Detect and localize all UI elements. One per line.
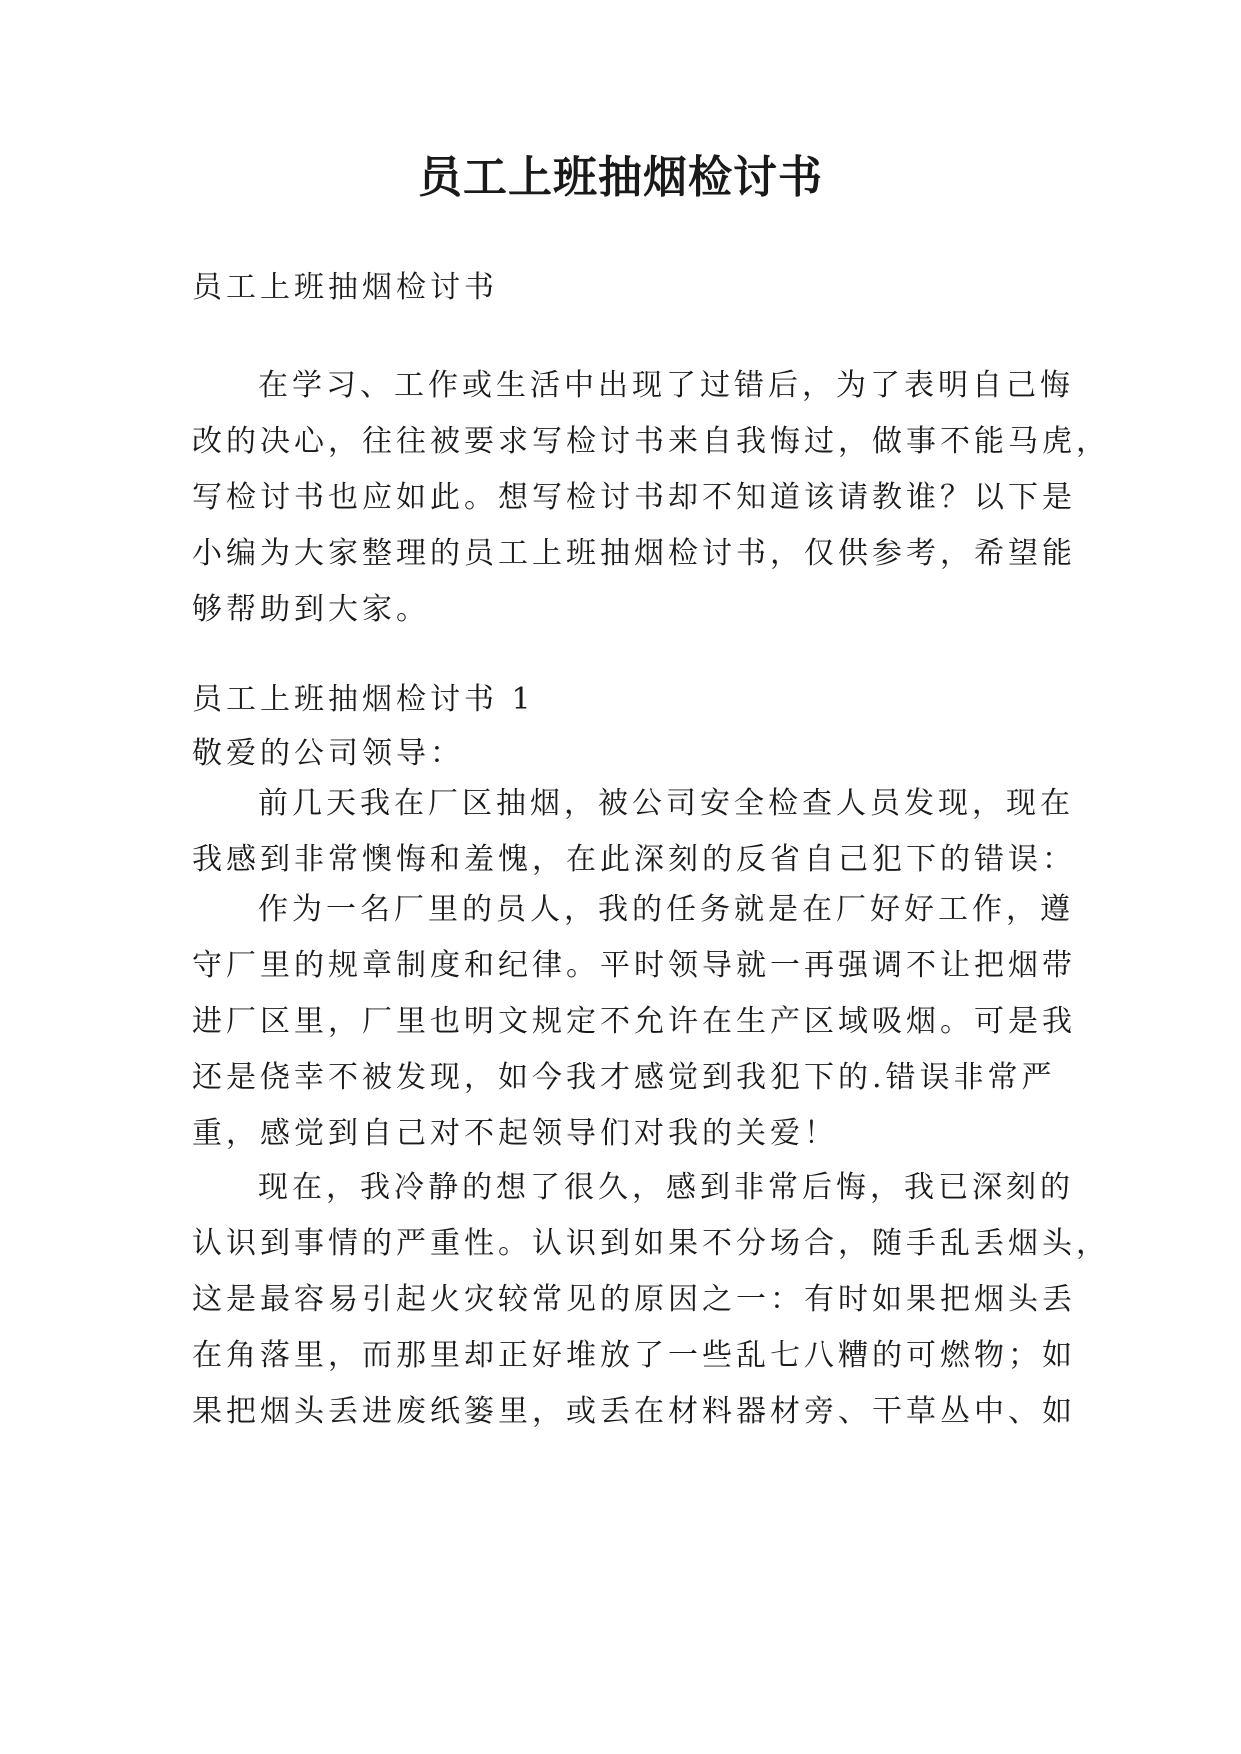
salutation: 敬爱的公司领导： bbox=[192, 736, 464, 771]
paragraph-2 bbox=[192, 882, 1076, 1162]
paragraph-line: 果把烟头丢进废纸篓里，或丢在材料器材旁、干草丛中、如 bbox=[192, 1394, 1076, 1429]
intro-paragraph bbox=[192, 358, 1110, 638]
document-title: 员工上班抽烟检讨书 bbox=[418, 152, 823, 203]
section-heading: 员工上班抽烟检讨书 1 bbox=[192, 682, 535, 717]
paragraph-line: 守厂里的规章制度和纪律。平时领导就一再强调不让把烟带 bbox=[192, 948, 1076, 983]
paragraph-line: 前几天我在厂区抽烟，被公司安全检查人员发现，现在 bbox=[258, 786, 1074, 821]
paragraph-line: 在角落里，而那里却正好堆放了一些乱七八糟的可燃物；如 bbox=[192, 1338, 1076, 1373]
intro-line: 写检讨书也应如此。想写检讨书却不知道该请教谁？以下是 bbox=[192, 480, 1076, 515]
paragraph-line: 作为一名厂里的员人，我的任务就是在厂好好工作，遵 bbox=[258, 892, 1074, 927]
paragraph-3 bbox=[192, 1160, 1110, 1440]
document-subtitle: 员工上班抽烟检讨书 bbox=[192, 270, 498, 305]
paragraph-1 bbox=[192, 776, 1076, 888]
paragraph-line: 这是最容易引起火灾较常见的原因之一：有时如果把烟头丢 bbox=[192, 1282, 1076, 1317]
paragraph-line: 重，感觉到自己对不起领导们对我的关爱！ bbox=[192, 1116, 838, 1151]
paragraph-line: 现在，我冷静的想了很久，感到非常后悔，我已深刻的 bbox=[258, 1170, 1074, 1205]
paragraph-line: 进厂区里，厂里也明文规定不允许在生产区域吸烟。可是我 bbox=[192, 1004, 1076, 1039]
paragraph-line: 认识到事情的严重性。认识到如果不分场合，随手乱丢烟头， bbox=[192, 1226, 1110, 1261]
intro-line: 改的决心，往往被要求写检讨书来自我悔过，做事不能马虎， bbox=[192, 424, 1110, 459]
intro-line: 小编为大家整理的员工上班抽烟检讨书，仅供参考，希望能 bbox=[192, 536, 1076, 571]
intro-line: 在学习、工作或生活中出现了过错后，为了表明自己悔 bbox=[258, 368, 1074, 403]
paragraph-line: 我感到非常懊悔和羞愧，在此深刻的反省自己犯下的错误： bbox=[192, 842, 1076, 877]
paragraph-line: 还是侥幸不被发现，如今我才感觉到我犯下的.错误非常严 bbox=[192, 1060, 1056, 1095]
intro-line: 够帮助到大家。 bbox=[192, 592, 430, 627]
